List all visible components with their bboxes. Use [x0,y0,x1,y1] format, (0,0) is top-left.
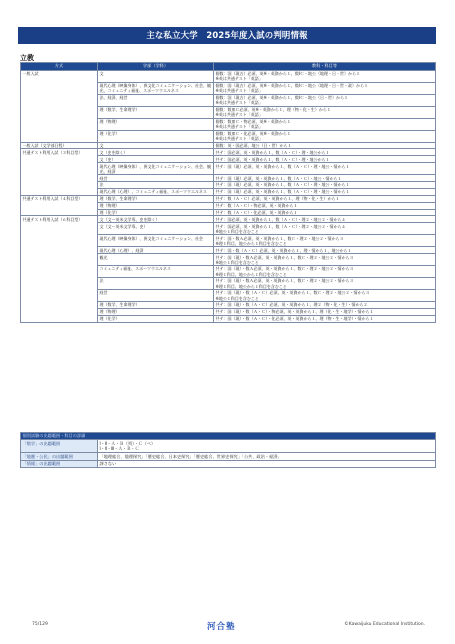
subjects-cell [214,118,436,130]
department-cell: 理（化学） [98,130,214,142]
page-footer [0,620,455,634]
exam-scope-header-row [21,433,436,440]
exam-scope-value: 「地理総合、地理探究」「歴史総合、日本史探究」「歴史総合、世界史探究」「公共、政治・経済」 [98,453,436,460]
department-cell: 現代心理（映像身体）、異文化コミュニケーション、社会、観光、経済 [98,163,214,175]
subject-line: 共テ：国必須、英・英資から１、数（Ａ・Ｃ）・理２・地公２・情から４ [215,223,346,229]
exam-method-cell: 共通テスト利用入試（４科目型） [21,195,98,216]
subjects-cell [214,223,436,235]
subjects-cell [214,163,436,175]
subject-line: ※英は共通テスト「英語」 [215,76,263,82]
department-cell: 理（数学、生命理学） [98,106,214,118]
department-cell: 経営 [98,290,214,302]
subject-line: 共テ：国（現）・数Ａ必須、英・英資から１、数Ｃ・理２・地公２・情から３ [215,254,354,260]
subject-line: 共テ：国必須、英・英資から１、数（Ａ・Ｃ）・理２・地公２・情から４ [215,216,346,222]
department-cell: 理（物理） [98,118,214,130]
subject-line: 共テ：国（現）必須、英・英資から１、数（Ａ・Ｃ）・地公・情から１ [215,175,342,181]
exam-scope-row [21,453,436,460]
subject-line: ※英は共通テスト「英語」 [215,112,263,118]
column-header-department: 学部（学科） [98,63,214,71]
subject-line: 個数：数皿Ｃ・物必須、英※・英資から１ [215,119,291,125]
subject-line: 共テ：国・数（Ａ・Ｃ）必須、英・英資から１、理・情から１、地公から１ [215,247,352,253]
subject-line: ※英は共通テスト「英語」 [215,124,263,130]
subject-line: 共テ：国（現）・数（Ａ・Ｃ）必須、英・英資から１、数Ｃ・理２・地公２・情から３ [215,290,370,296]
department-cell: 理（物理） [98,202,214,209]
department-cell: 現代心理（映像身体）、異文化コミュニケーション、社会 [98,235,214,247]
subject-line: 共テ：国（現）必須、英・英資から１、数（Ａ・Ｃ）・理・地公・情から１ [215,182,350,188]
department-cell: 現代心理（映像身体）、異文化コミュニケーション、社会、観光、コミュニティ福祉、スポーツウエルネス [98,82,214,94]
page-title: 主な私立大学 2025年度入試の判明情報 [18,27,436,44]
exam-scope-value-line: Ⅰ・Ⅱ・Ⅲ・Ａ・Ｂ・Ｃ [99,446,140,452]
subjects-cell [214,278,436,290]
exam-scope-label: 「情報」の出題範囲 [21,460,98,467]
exam-method-cell: 一般入試 [21,70,98,142]
department-cell: 理（物理） [98,308,214,315]
subject-line: 共テ：国（現）・数Ａ必須、英・英資から１、数Ｃ・理２・地公２・情から３ [215,278,354,284]
subject-line: ※英は共通テスト「英語」 [215,88,263,94]
department-cell: 現代心理（心理）、経済 [98,247,214,254]
subject-line: 個数：国（現古）必須、英※・英資から１、数ⅠＣ・地公（日・世）から１ [215,95,349,101]
subject-line: ※理１科目、地公から１科目を含むこと [215,271,287,277]
subject-line: 共テ：国（現）・数（Ａ・Ｃ）・化必須、英・英資から１、理（物・生・地学）・情から１ [215,316,374,322]
exam-scope-row [21,460,436,467]
subject-line: 共テ：数（Ａ・Ｃ）必須、英・英資から１、理（物・化・生）から１ [215,196,340,202]
department-cell: 法 [98,278,214,290]
subjects-cell [214,315,436,322]
subject-line: 個数：国（現古）必須、英※・英資から１、数ⅠＣ・地公（地理・日・世）から１ [215,71,361,77]
department-cell: 文 [98,70,214,82]
subjects-cell [214,130,436,142]
department-cell: 法 [98,182,214,189]
subjects-cell [214,308,436,315]
exam-info-table [20,62,436,323]
subjects-cell [214,156,436,163]
department-cell: 文（文ー英米文学専、史） [98,223,214,235]
table-row [21,70,436,82]
subject-line: 共テ：国必須、英・英資から１、数（Ａ・Ｃ）・理・地公から１ [215,149,330,155]
exam-method-cell: 共通テスト利用入試（３科目型） [21,149,98,195]
exam-scope-header: 個別試験の出題範囲・科目の詳細 [21,433,436,440]
subject-line: ※地公１科目を含むこと [215,295,259,301]
subject-line: ※理１科目、地公から１科目を含むこと [215,283,287,289]
subjects-cell [214,235,436,247]
table-row [21,195,436,202]
subject-line: 共テ：国（現）・数（Ａ・Ｃ）・物必須、英・英資から１、理（化・生・地学）・情から１ [215,309,374,315]
exam-method-cell: 共通テスト利用入試（６科目型） [21,216,98,322]
university-name: 立教 [20,54,34,62]
subject-line: ※英は共通テスト「英語」 [215,100,263,106]
subjects-cell [214,266,436,278]
column-header-subjects: 教科・科目等 [214,63,436,71]
subjects-cell [214,94,436,106]
subjects-cell [214,195,436,202]
subjects-cell [214,142,436,149]
table-row [21,142,436,149]
subjects-cell [214,106,436,118]
subject-line: 個数：数皿Ｃ・化必須、英※・英資から１ [215,131,291,137]
subjects-cell [214,149,436,156]
subjects-cell [214,209,436,216]
exam-scope-label: 「数学」の出題範囲 [21,440,98,453]
kawaijuku-logo: 河合塾 [207,622,236,632]
exam-scope-value-line: Ⅰ・Ⅱ・Ａ・Ｂ（列）・Ｃ（ベ） [99,440,156,446]
table-row [21,149,436,156]
subject-line: ※地公１科目を含むこと [215,259,259,265]
subject-line: 共テ：国必須、英・英資から１、数（Ａ・Ｃ）・理・地公から１ [215,156,330,162]
department-cell: 文（史を除く） [98,149,214,156]
exam-method-cell: 一般入試（文学部日程） [21,142,98,149]
subjects-cell [214,70,436,82]
subjects-cell [214,182,436,189]
subjects-cell [214,82,436,94]
department-cell: 理（数学、生命理学） [98,195,214,202]
subjects-cell [214,216,436,223]
subject-line: 共テ：国（現）・数（Ａ・Ｃ）必須、英・英資から１、理２（物・化・生）・情から２ [215,302,368,308]
department-cell: 文 [98,142,214,149]
subject-line: ※英は共通テスト「英語」 [215,136,263,142]
subject-line: 共テ：国（現）・数Ａ必須、英・英資から１、数Ｃ・理２・地公２・情から３ [215,266,354,272]
exam-scope-label: 「地歴・公民」の出題範囲 [21,453,98,460]
subjects-cell [214,247,436,254]
department-cell: 理（化学） [98,315,214,322]
subject-line: 共テ：数（Ａ・Ｃ）・化必須、英・英資から１ [215,209,298,215]
subject-line: 共テ：国（現）必須、英・英資から１、数（Ａ・Ｃ）・理・地公・情から１ [215,189,350,195]
subjects-cell [214,202,436,209]
department-cell: 経営 [98,175,214,182]
subject-line: 個数：国（現古）必須、英※・英資から１、数ⅠＣ・地公（地理・日・世・政）から１ [215,83,369,89]
column-header-method: 方式 [21,63,98,71]
subjects-cell [214,290,436,302]
subject-line: 個数：数皿Ｃ必須、英※・英資から１、理（物・化・生）から１ [215,107,331,113]
subject-line: 共テ：国・数Ａ必須、英・英資から１、数Ｃ・理２・地公２・情から３ [215,235,344,241]
department-cell: 文（文ー英米文学専、史を除く） [98,216,214,223]
department-cell: 理（数学、生命理学） [98,302,214,309]
subject-line: ※地公１科目を含むこと [215,228,259,234]
subjects-cell [214,254,436,266]
exam-scope-table [20,432,436,468]
exam-scope-value: 課さない [98,460,436,467]
exam-scope-value [98,440,436,453]
subject-line: ※理１科目、地公から１科目を含むこと [215,240,287,246]
department-cell: 観光 [98,254,214,266]
copyright-text: ©Kawaijuku Educational Institution. [344,622,425,627]
table-header-row [21,63,436,71]
table-row [21,216,436,223]
subject-line: 共テ：国（現）必須、英・英資から１、数（Ａ・Ｃ）・理・地公・情から１ [215,163,350,169]
page-number: 75/129 [32,622,48,627]
subjects-cell [214,302,436,309]
department-cell: コミュニティ福祉、スポーツウエルネス [98,266,214,278]
subject-line: 共テ：数（Ａ・Ｃ）・物必須、英・英資から１ [215,203,298,209]
subjects-cell [214,188,436,195]
department-cell: 現代心理（心理）、コミュニティ福祉、スポーツウエルネス [98,188,214,195]
department-cell: 理（化学） [98,209,214,216]
department-cell: 法、経済、経営 [98,94,214,106]
exam-scope-row [21,440,436,453]
subjects-cell [214,175,436,182]
department-cell: 文（史） [98,156,214,163]
subject-line: 個数：英・国必須、地公（日・世）から１ [215,142,292,148]
